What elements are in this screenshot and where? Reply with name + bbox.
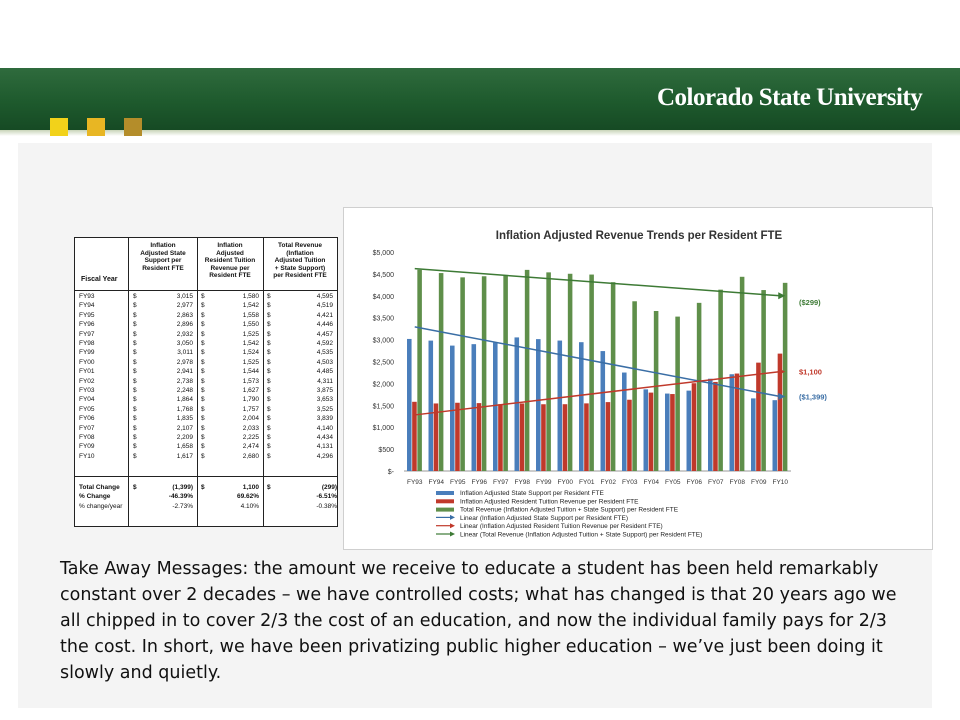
- table-row: [75, 331, 337, 341]
- header-total-line: + State Support): [274, 264, 326, 272]
- bar-total-revenue: [439, 273, 444, 471]
- bar-total-revenue: [460, 277, 465, 471]
- summary-total: (299): [321, 484, 337, 491]
- cell-currency: $: [133, 330, 137, 338]
- cell-tuition: 1,573: [242, 377, 259, 385]
- y-tick-label: $4,000: [372, 293, 394, 301]
- cell-state-support: 2,863: [176, 311, 193, 319]
- cell-state-support: 2,977: [176, 302, 193, 310]
- y-tick-label: $4,500: [372, 271, 394, 279]
- cell-currency: $: [267, 293, 271, 300]
- x-tick-label: FY04: [643, 479, 660, 486]
- cell-currency: $: [201, 368, 205, 376]
- bar-state-support: [515, 337, 520, 471]
- legend-trend-arrow: [450, 515, 455, 520]
- legend-entry: Linear (Total Revenue (Inflation Adjusted Tuition + State Support) per Resident FTE): [460, 531, 703, 539]
- y-tick-label: $2,000: [372, 381, 394, 389]
- cell-tuition: 2,225: [242, 434, 259, 441]
- cell-total: 4,140: [316, 424, 333, 432]
- bar-tuition: [455, 403, 460, 471]
- bar-total-revenue: [482, 276, 487, 471]
- cell-currency: $: [201, 321, 205, 329]
- x-tick-label: FY06: [686, 479, 703, 486]
- cell-fiscal-year: FY97: [79, 330, 95, 338]
- bar-tuition: [434, 403, 439, 471]
- bar-total-revenue: [675, 317, 680, 471]
- table-row: [75, 443, 337, 453]
- cell-currency: $: [201, 311, 205, 319]
- header-total-revenue: [263, 242, 337, 280]
- bar-total-revenue: [611, 282, 616, 471]
- cell-tuition: 1,550: [242, 321, 259, 329]
- cell-total: 3,525: [316, 405, 333, 413]
- cell-tuition: 1,542: [242, 340, 259, 347]
- cell-state-support: 2,896: [176, 321, 193, 329]
- decorative-square-yellow: [50, 118, 68, 136]
- cell-currency: $: [267, 311, 271, 319]
- y-tick-label: $500: [378, 447, 394, 455]
- bar-tuition: [692, 383, 697, 471]
- x-tick-label: FY09: [750, 479, 767, 486]
- cell-state-support: 3,050: [176, 340, 193, 347]
- bar-total-revenue: [632, 301, 637, 471]
- bar-total-revenue: [761, 290, 766, 471]
- legend-trend-arrow: [450, 523, 455, 528]
- bar-tuition: [756, 363, 761, 471]
- bar-tuition: [713, 382, 718, 471]
- cell-fiscal-year: FY99: [79, 349, 95, 357]
- cell-currency: $: [133, 443, 137, 451]
- cell-total: 4,311: [317, 377, 333, 385]
- legend-entry: Total Revenue (Inflation Adjusted Tuition + State Support) per Resident FTE: [460, 506, 679, 514]
- cell-fiscal-year: FY03: [79, 387, 95, 394]
- cell-fiscal-year: FY94: [79, 302, 95, 310]
- trendline: [415, 269, 781, 296]
- cell-total: 4,457: [316, 330, 333, 338]
- bar-state-support: [493, 343, 498, 471]
- header-total-line: per Resident FTE: [273, 272, 327, 279]
- bar-tuition: [584, 403, 589, 471]
- cell-currency: $: [267, 387, 271, 394]
- cell-currency: $: [201, 349, 205, 357]
- chart-title: Inflation Adjusted Revenue Trends per Resident FTE: [495, 230, 783, 242]
- x-tick-label: FY10: [772, 479, 789, 486]
- summary-state: (1,399): [172, 484, 193, 491]
- summary-label: Total Change: [79, 484, 120, 491]
- cell-total: 4,131: [316, 443, 333, 451]
- cell-state-support: 1,768: [176, 405, 193, 413]
- cell-currency: $: [133, 349, 137, 357]
- bar-total-revenue: [525, 270, 530, 471]
- cell-tuition: 1,757: [242, 405, 259, 413]
- x-tick-label: FY05: [664, 479, 681, 486]
- table-summary-row: [75, 484, 337, 494]
- bar-state-support: [751, 398, 756, 471]
- cell-tuition: 2,474: [242, 443, 259, 451]
- cell-fiscal-year: FY01: [79, 368, 95, 376]
- bar-tuition: [541, 404, 546, 471]
- cell-currency: $: [133, 293, 137, 300]
- header-total-line: (Inflation: [286, 249, 314, 257]
- legend-entry: Inflation Adjusted Resident Tuition Revenue per Resident FTE: [460, 498, 639, 506]
- table-summary-row: [75, 503, 337, 513]
- cell-state-support: 1,864: [176, 396, 193, 404]
- cell-fiscal-year: FY00: [79, 358, 95, 366]
- summary-tuition: 1,100: [242, 484, 259, 491]
- banner-divider: [0, 130, 960, 136]
- bar-tuition: [498, 404, 503, 471]
- cell-fiscal-year: FY95: [79, 311, 95, 319]
- table-row: [75, 349, 337, 359]
- cell-total: 4,434: [316, 434, 333, 441]
- cell-currency: $: [267, 405, 271, 413]
- table-row: [75, 415, 337, 425]
- cell-currency: $: [267, 302, 271, 310]
- cell-state-support: 2,107: [176, 424, 193, 432]
- cell-currency: $: [201, 302, 205, 310]
- bar-state-support: [429, 341, 434, 471]
- header-state-support: [129, 242, 197, 272]
- cell-state-support: 2,209: [176, 434, 193, 441]
- cell-currency: $: [201, 340, 205, 347]
- x-tick-label: FY07: [707, 479, 724, 486]
- trendline: [415, 372, 781, 415]
- cell-currency: $: [133, 311, 137, 319]
- cell-currency: $: [267, 452, 271, 460]
- table-row: [75, 321, 337, 331]
- header-tuition-line: Revenue per: [210, 264, 250, 272]
- bar-state-support: [708, 379, 713, 471]
- summary-state: -2.73%: [172, 502, 193, 510]
- cell-total: 4,485: [316, 368, 333, 376]
- x-tick-label: FY08: [729, 479, 746, 486]
- cell-currency: $: [201, 396, 205, 404]
- header-tuition-line: Adjusted: [216, 249, 244, 257]
- header-total-line: Adjusted Tuition: [274, 257, 326, 264]
- header-tuition-revenue: [197, 242, 263, 280]
- header-state-line: Inflation: [150, 242, 176, 249]
- summary-label: % Change: [79, 493, 111, 501]
- bar-state-support: [773, 400, 778, 471]
- bar-total-revenue: [740, 277, 745, 471]
- cell-currency: $: [133, 358, 137, 366]
- legend-entry: Inflation Adjusted State Support per Resident FTE: [460, 490, 604, 497]
- cell-total: 3,653: [316, 396, 333, 404]
- cell-currency: $: [133, 302, 137, 310]
- bar-state-support: [558, 341, 563, 471]
- cell-state-support: 2,941: [176, 368, 193, 376]
- cell-tuition: 2,004: [242, 415, 259, 423]
- cell-currency: $: [201, 434, 205, 441]
- x-tick-label: FY97: [492, 479, 509, 486]
- bar-tuition: [606, 402, 611, 471]
- x-tick-label: FY99: [535, 479, 552, 486]
- table-row: [75, 293, 337, 303]
- revenue-trend-chart: [343, 207, 933, 550]
- cell-currency: $: [267, 358, 271, 366]
- bar-total-revenue: [417, 270, 422, 471]
- bar-state-support: [687, 391, 692, 471]
- table-summary-row: [75, 493, 337, 503]
- header-tuition-line: Resident Tuition: [204, 257, 256, 264]
- bar-total-revenue: [568, 274, 573, 471]
- revenue-data-table: [74, 237, 338, 527]
- cell-total: 3,839: [316, 415, 333, 423]
- header-total-line: Total Revenue: [278, 242, 322, 249]
- cell-total: 4,592: [316, 340, 333, 347]
- cell-currency: $: [201, 424, 205, 432]
- take-away-caption: Take Away Messages: the amount we receive to educate a student has been held remarkably constant over 2 decades – we have controlled costs; what has changed is that 20 years ago we all chipped in to cover 2/3 the cost of an education, and now the individual family pays for 2/3 the cost. In short, we have been privatizing public higher education – we’ve just been doing it slowly and quietly.: [60, 559, 897, 683]
- bar-total-revenue: [546, 272, 551, 471]
- bar-state-support: [450, 346, 455, 471]
- cell-fiscal-year: FY08: [79, 434, 95, 441]
- cell-total: 4,535: [316, 349, 333, 357]
- cell-tuition: 1,525: [242, 330, 259, 338]
- table-row: [75, 387, 337, 397]
- cell-fiscal-year: FY04: [79, 396, 95, 404]
- x-tick-label: FY93: [406, 479, 423, 486]
- x-tick-label: FY01: [578, 479, 595, 486]
- cell-fiscal-year: FY09: [79, 443, 95, 451]
- cell-currency: $: [133, 424, 137, 432]
- bar-tuition: [412, 402, 417, 471]
- bar-total-revenue: [718, 290, 723, 471]
- bar-state-support: [644, 389, 649, 471]
- bar-state-support: [730, 374, 735, 471]
- bar-state-support: [579, 342, 584, 471]
- cell-currency: $: [201, 484, 205, 491]
- header-fiscal-year: Fiscal Year: [81, 276, 118, 283]
- cell-currency: $: [133, 377, 137, 385]
- table-row: [75, 359, 337, 369]
- cell-total: 4,519: [316, 302, 333, 310]
- bar-tuition: [627, 400, 632, 471]
- cell-fiscal-year: FY96: [79, 321, 95, 329]
- y-tick-label: $3,500: [372, 315, 394, 323]
- cell-currency: $: [267, 368, 271, 376]
- x-tick-label: FY00: [557, 479, 574, 486]
- cell-state-support: 2,248: [176, 387, 193, 394]
- cell-total: 4,446: [316, 321, 333, 329]
- trend-label-state: ($1,399): [799, 392, 827, 402]
- table-row: [75, 434, 337, 444]
- table-row: [75, 425, 337, 435]
- cell-tuition: 1,790: [242, 396, 259, 404]
- cell-currency: $: [133, 396, 137, 404]
- bar-total-revenue: [654, 311, 659, 471]
- cell-tuition: 2,680: [242, 452, 259, 460]
- cell-currency: $: [133, 484, 137, 491]
- bar-state-support: [665, 394, 670, 471]
- cell-currency: $: [133, 434, 137, 441]
- cell-currency: $: [133, 387, 137, 394]
- summary-tuition: 4.10%: [240, 502, 259, 510]
- cell-currency: $: [201, 358, 205, 366]
- cell-total: 4,503: [316, 358, 333, 366]
- bar-tuition: [477, 403, 482, 471]
- bar-state-support: [622, 373, 627, 471]
- x-tick-label: FY94: [428, 479, 445, 486]
- decorative-square-gold: [87, 118, 105, 136]
- summary-label: % change/year: [79, 502, 123, 510]
- cell-tuition: 1,542: [242, 302, 259, 310]
- cell-currency: $: [133, 405, 137, 413]
- cell-currency: $: [133, 340, 137, 347]
- cell-currency: $: [267, 484, 271, 491]
- cell-tuition: 1,627: [242, 387, 259, 394]
- cell-currency: $: [267, 415, 271, 423]
- cell-currency: $: [133, 415, 137, 423]
- table-row: [75, 396, 337, 406]
- cell-total: 4,595: [316, 293, 333, 300]
- cell-currency: $: [201, 387, 205, 394]
- cell-tuition: 1,525: [242, 358, 259, 366]
- cell-currency: $: [267, 396, 271, 404]
- header-tuition-line: Resident FTE: [209, 272, 251, 279]
- cell-total: 4,296: [316, 452, 333, 460]
- table-row: [75, 378, 337, 388]
- legend-swatch: [436, 491, 454, 495]
- y-tick-label: $2,500: [372, 359, 394, 367]
- table-row: [75, 340, 337, 350]
- cell-tuition: 1,544: [242, 368, 259, 376]
- bar-state-support: [407, 339, 412, 471]
- cell-currency: $: [267, 443, 271, 451]
- cell-state-support: 1,617: [176, 452, 193, 460]
- y-tick-label: $5,000: [372, 250, 394, 257]
- header-state-line: Adjusted State: [140, 249, 186, 257]
- bar-tuition: [563, 404, 568, 471]
- header-state-line: Support per: [144, 257, 182, 264]
- x-tick-label: FY02: [600, 479, 617, 486]
- cell-fiscal-year: FY10: [79, 452, 95, 460]
- cell-state-support: 3,011: [177, 349, 193, 357]
- cell-fiscal-year: FY98: [79, 340, 95, 347]
- university-logo-text: Colorado State University: [657, 84, 923, 111]
- legend-entry: Linear (Inflation Adjusted Resident Tuition Revenue per Resident FTE): [460, 523, 663, 531]
- y-tick-label: $3,000: [372, 337, 394, 345]
- trend-label-total: ($299): [799, 297, 821, 307]
- cell-state-support: 2,932: [176, 330, 193, 338]
- cell-fiscal-year: FY02: [79, 377, 95, 385]
- header-tuition-line: Inflation: [217, 242, 243, 249]
- trendline: [415, 327, 781, 397]
- summary-total: -6.51%: [316, 493, 337, 501]
- cell-currency: $: [267, 330, 271, 338]
- y-tick-label: $-: [387, 469, 394, 476]
- bar-tuition: [520, 403, 525, 471]
- table-header: [75, 238, 337, 291]
- cell-currency: $: [267, 321, 271, 329]
- x-tick-label: FY96: [471, 479, 488, 486]
- cell-tuition: 1,580: [242, 293, 259, 300]
- cell-currency: $: [201, 443, 205, 451]
- cell-fiscal-year: FY93: [79, 293, 95, 300]
- cell-currency: $: [133, 452, 137, 460]
- cell-currency: $: [267, 434, 271, 441]
- table-row: [75, 312, 337, 322]
- y-tick-label: $1,500: [372, 403, 394, 411]
- cell-tuition: 2,033: [242, 424, 259, 432]
- cell-currency: $: [267, 340, 271, 347]
- decorative-square-brown: [124, 118, 142, 136]
- bar-total-revenue: [503, 276, 508, 471]
- table-row: [75, 453, 337, 463]
- cell-state-support: 3,015: [176, 293, 193, 300]
- legend-trend-arrow: [450, 532, 455, 537]
- cell-currency: $: [201, 405, 205, 413]
- summary-state: -46.39%: [168, 493, 193, 501]
- cell-state-support: 1,835: [176, 415, 193, 423]
- legend-entry: Linear (Inflation Adjusted State Support per Resident FTE): [460, 514, 629, 522]
- cell-currency: $: [201, 377, 205, 385]
- y-tick-label: $1,000: [372, 425, 394, 433]
- cell-tuition: 1,558: [242, 311, 259, 319]
- x-tick-label: FY98: [514, 479, 531, 486]
- cell-total: 4,421: [316, 311, 333, 319]
- table-row: [75, 302, 337, 312]
- cell-fiscal-year: FY05: [79, 405, 95, 413]
- cell-currency: $: [267, 377, 271, 385]
- table-footer-divider: [75, 476, 337, 477]
- cell-currency: $: [201, 415, 205, 423]
- header-state-line: Resident FTE: [142, 264, 184, 272]
- cell-currency: $: [133, 321, 137, 329]
- legend-swatch: [436, 508, 454, 512]
- cell-fiscal-year: FY06: [79, 415, 95, 423]
- cell-fiscal-year: FY07: [79, 424, 95, 432]
- chart-canvas: [344, 208, 934, 551]
- cell-state-support: 1,658: [176, 443, 193, 451]
- table-row: [75, 406, 337, 416]
- summary-tuition: 69.62%: [236, 493, 259, 501]
- cell-state-support: 2,978: [176, 358, 193, 366]
- x-tick-label: FY95: [449, 479, 466, 486]
- bar-total-revenue: [589, 275, 594, 471]
- cell-currency: $: [201, 293, 205, 300]
- bar-tuition: [670, 394, 675, 471]
- bar-total-revenue: [783, 283, 788, 471]
- cell-tuition: 1,524: [242, 349, 259, 357]
- trend-label-tuition: $1,100: [799, 367, 822, 377]
- bar-state-support: [601, 351, 606, 471]
- cell-currency: $: [267, 424, 271, 432]
- cell-currency: $: [201, 452, 205, 460]
- cell-currency: $: [133, 368, 137, 376]
- summary-total: -0.38%: [316, 502, 337, 510]
- cell-total: 3,875: [316, 387, 333, 394]
- bar-state-support: [536, 339, 541, 471]
- x-tick-label: FY03: [621, 479, 638, 486]
- cell-currency: $: [201, 330, 205, 338]
- bar-total-revenue: [697, 303, 702, 471]
- bar-tuition: [649, 393, 654, 471]
- cell-state-support: 2,738: [176, 377, 193, 385]
- table-row: [75, 368, 337, 378]
- legend-swatch: [436, 499, 454, 503]
- cell-currency: $: [267, 349, 271, 357]
